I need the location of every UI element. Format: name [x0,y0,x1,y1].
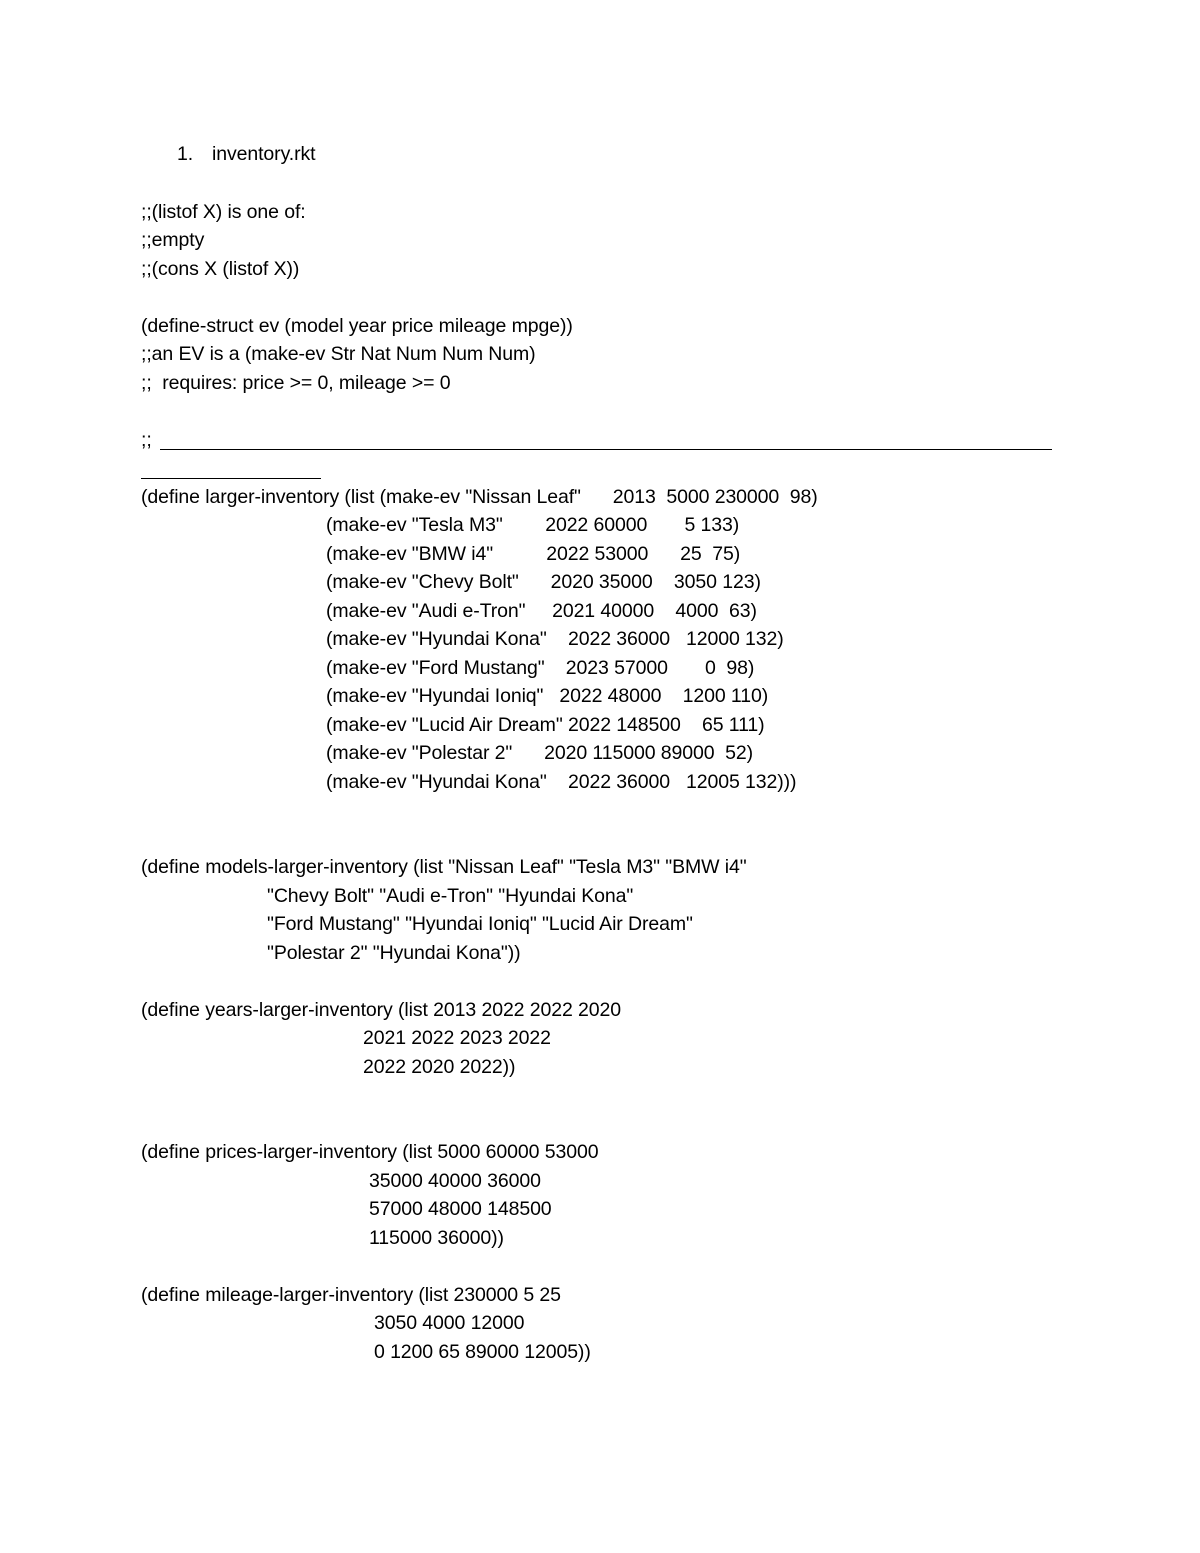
comment-line: ;;(listof X) is one of: [141,201,306,223]
inventory-row: (make-ev "Hyundai Kona" 2022 36000 12000 132) [326,628,784,650]
years-definition-line: 2021 2022 2023 2022 [363,1027,551,1049]
larger-inventory-header: (define larger-inventory (list (make-ev "Nissan Leaf" 2013 5000 230000 98) [141,486,818,508]
prices-definition-line: 57000 48000 148500 [369,1198,552,1220]
inventory-row: (make-ev "Ford Mustang" 2023 57000 0 98) [326,657,755,679]
inventory-row: (make-ev "Lucid Air Dream" 2022 148500 65 111) [326,714,765,736]
inventory-row: (make-ev "Chevy Bolt" 2020 35000 3050 123) [326,571,761,593]
mileage-definition-line: 3050 4000 12000 [374,1312,525,1334]
divider-line [160,449,1052,450]
inventory-row: (make-ev "Tesla M3" 2022 60000 5 133) [326,514,740,536]
comment-line: ;;(cons X (listof X)) [141,258,300,280]
mileage-definition-line: (define mileage-larger-inventory (list 230000 5 25 [141,1284,561,1306]
file-name-heading: inventory.rkt [212,143,316,165]
divider-comment-prefix: ;; [141,429,152,451]
prices-definition-line: (define prices-larger-inventory (list 5000 60000 53000 [141,1141,599,1163]
prices-definition-line: 115000 36000)) [369,1227,504,1249]
comment-line: ;;empty [141,229,205,251]
years-definition-line: (define years-larger-inventory (list 2013 2022 2022 2020 [141,999,622,1021]
inventory-row: (make-ev "Polestar 2" 2020 115000 89000 52) [326,742,754,764]
comment-line: ;; requires: price >= 0, mileage >= 0 [141,372,451,394]
list-number: 1. [177,143,194,165]
inventory-row: (make-ev "Audi e-Tron" 2021 40000 4000 63) [326,600,757,622]
struct-definition: (define-struct ev (model year price mileage mpge)) [141,315,573,337]
years-definition-line: 2022 2020 2022)) [363,1056,516,1078]
comment-line: ;;an EV is a (make-ev Str Nat Num Num Num) [141,343,536,365]
models-definition-line: (define models-larger-inventory (list "Nissan Leaf" "Tesla M3" "BMW i4" [141,856,747,878]
inventory-row: (make-ev "Hyundai Kona" 2022 36000 12005 132))) [326,771,797,793]
models-definition-line: "Chevy Bolt" "Audi e-Tron" "Hyundai Kona" [267,885,634,907]
prices-definition-line: 35000 40000 36000 [369,1170,541,1192]
mileage-definition-line: 0 1200 65 89000 12005)) [374,1341,591,1363]
inventory-row: (make-ev "Hyundai Ioniq" 2022 48000 1200 110) [326,685,769,707]
models-definition-line: "Ford Mustang" "Hyundai Ioniq" "Lucid Air Dream" [267,913,693,935]
inventory-row: (make-ev "BMW i4" 2022 53000 25 75) [326,543,741,565]
divider-line-continued [141,478,321,479]
models-definition-line: "Polestar 2" "Hyundai Kona")) [267,942,521,964]
